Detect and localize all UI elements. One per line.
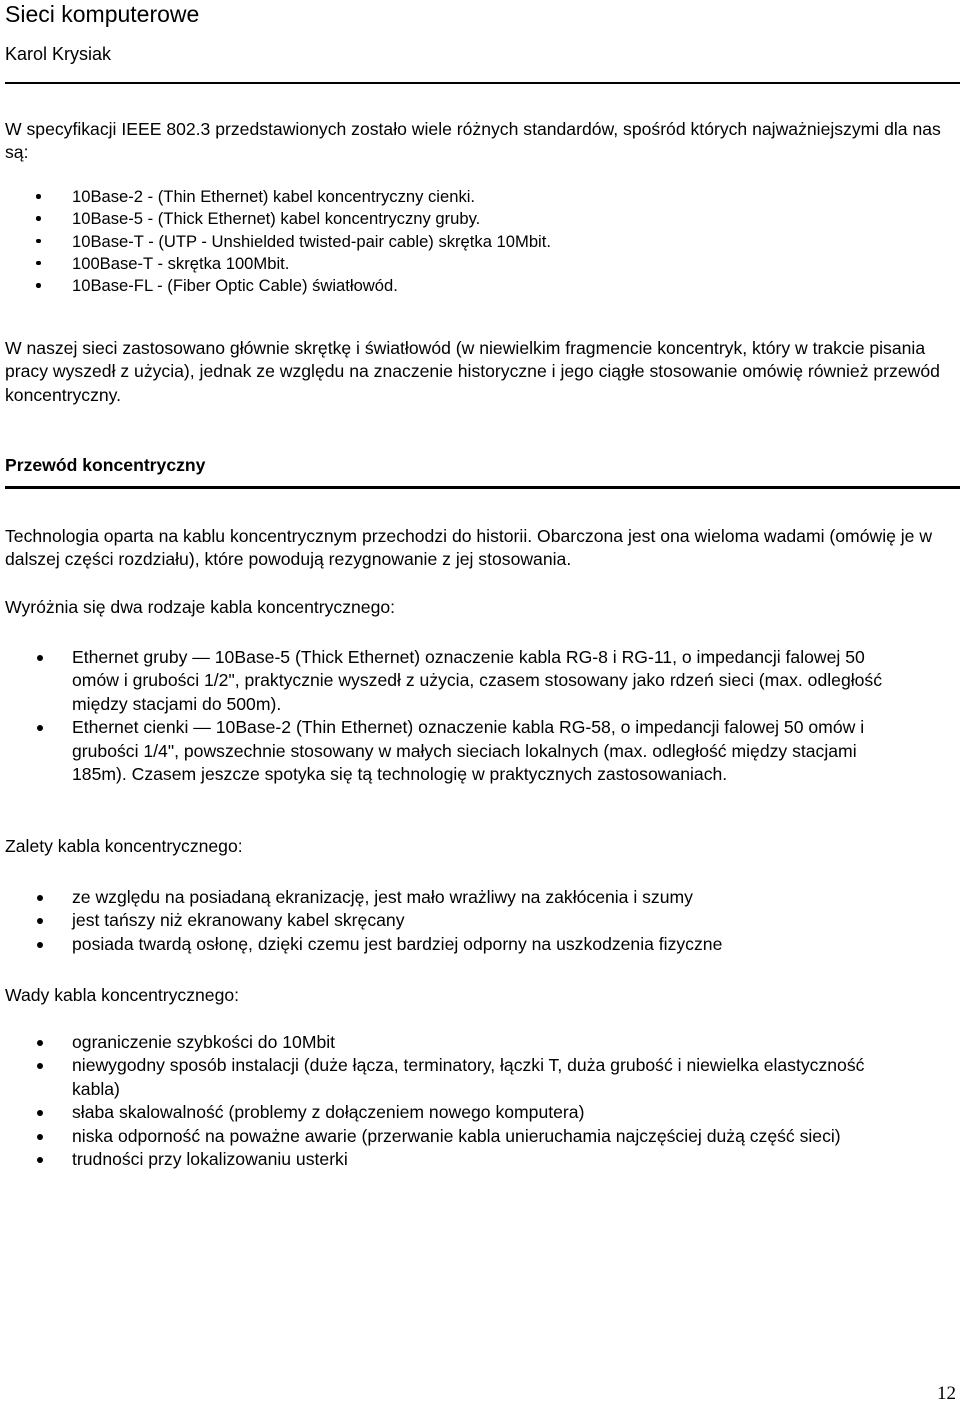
list-item [5, 275, 935, 297]
list-item [5, 909, 935, 932]
bullet-icon [37, 1110, 43, 1116]
section-intro-paragraph: Technologia oparta na kablu koncentrycznym przechodzi do historii. Obarczona jest ona wieloma wadami (omówię je w dalszej części rozdziału), które powodują rezygnowanie z jej stosowania. [5, 526, 933, 570]
list-item-text: słaba skalowalność (problemy z dołączeniem nowego komputera) [72, 1102, 585, 1123]
list-item [5, 886, 935, 909]
document-author: Karol Krysiak [5, 44, 112, 64]
list-item-text: Ethernet cienki — 10Base-2 (Thin Ethernet) oznaczenie kabla RG-58, o impedancji falowej 50 omów i grubości 1/4", powszechnie stosowany w małych sieciach lokalnych (max. odległość między stacjami 185m). Czasem jeszcze spotyka się tą technologię w praktycznych zastosowaniach. [72, 717, 865, 785]
list-item-text: posiada twardą osłonę, dzięki czemu jest bardziej odporny na uszkodzenia fizyczne [72, 933, 723, 954]
network-paragraph: W naszej sieci zastosowano głównie skrętkę i światłowód (w niewielkim fragmencie koncentryk, który w trakcie pisania pracy wyszedł z użycia), jednak ze względu na znaczenie historyczne i jego ciągłe stosowanie omówię również przewód koncentryczny. [5, 338, 940, 405]
intro-paragraph: W specyfikacji IEEE 802.3 przedstawionych zostało wiele różnych standardów, spośród których najważniejszymi dla nas są: [5, 119, 941, 163]
section-heading: Przewód koncentryczny [5, 455, 206, 475]
list-item [5, 186, 935, 208]
list-item-text: niewygodny sposób instalacji (duże łącza, terminatory, łączki T, duża grubość i niewielka elastyczność kabla) [72, 1055, 865, 1099]
list-item-text: 100Base-T - skrętka 100Mbit. [72, 253, 290, 273]
bullet-icon [37, 1157, 43, 1163]
page-number: 12 [937, 1383, 956, 1404]
bullet-icon [37, 942, 43, 948]
list-item [5, 646, 915, 716]
bullet-icon [37, 1134, 43, 1140]
bullet-icon [36, 261, 41, 266]
list-item-text: 10Base-5 - (Thick Ethernet) kabel koncentryczny gruby. [72, 209, 481, 229]
list-item [5, 1101, 905, 1124]
disadvantages-label: Wady kabla koncentrycznego: [5, 985, 240, 1005]
list-item-text: ze względu na posiadaną ekranizację, jest mało wrażliwy na zakłócenia i szumy [72, 887, 693, 907]
disadvantages-list [5, 1031, 905, 1171]
list-item-text: trudności przy lokalizowaniu usterki [72, 1149, 348, 1170]
list-item-text: jest tańszy niż ekranowany kabel skręcany [72, 910, 405, 931]
list-item-text: Ethernet gruby — 10Base-5 (Thick Ethernet) oznaczenie kabla RG-8 i RG-11, o impedancji falowej 50 omów i grubości 1/2", praktycznie wyszedł z użycia, czasem stosowany jako rdzeń sieci (max. odległość między stacjami do 500m). [72, 647, 883, 714]
bullet-icon [37, 918, 43, 924]
standards-list [5, 186, 935, 297]
advantages-label: Zalety kabla koncentrycznego: [5, 836, 243, 856]
bullet-icon [36, 283, 41, 288]
advantages-list [5, 886, 935, 956]
list-item-text: ograniczenie szybkości do 10Mbit [72, 1032, 336, 1052]
list-item [5, 253, 935, 275]
list-item [5, 231, 935, 253]
bullet-icon [37, 895, 43, 901]
cable-types-label: Wyróżnia się dwa rodzaje kabla koncentrycznego: [5, 597, 396, 617]
bullet-icon [36, 239, 41, 244]
list-item [5, 1148, 905, 1171]
document-title: Sieci komputerowe [5, 1, 200, 27]
bullet-icon [37, 725, 43, 731]
list-item-text: 10Base-2 - (Thin Ethernet) kabel koncentryczny cienki. [72, 187, 476, 206]
list-item [5, 1031, 905, 1054]
list-item [5, 933, 935, 956]
bullet-icon [36, 216, 41, 221]
bullet-icon [37, 1063, 43, 1069]
bullet-icon [37, 1040, 43, 1046]
list-item [5, 1054, 905, 1101]
section-divider [5, 486, 960, 489]
list-item [5, 208, 935, 230]
list-item-text: 10Base-T - (UTP - Unshielded twisted-pair cable) skrętka 10Mbit. [72, 231, 551, 251]
list-item-text: 10Base-FL - (Fiber Optic Cable) światłowód. [72, 276, 398, 296]
cable-types-list [5, 646, 915, 786]
bullet-icon [37, 655, 43, 661]
bullet-icon [36, 194, 41, 199]
list-item-text: niska odporność na poważne awarie (przerwanie kabla unieruchamia najczęściej dużą część sieci) [72, 1125, 841, 1146]
list-item [5, 1125, 905, 1148]
header-divider [5, 82, 960, 84]
list-item [5, 716, 915, 786]
